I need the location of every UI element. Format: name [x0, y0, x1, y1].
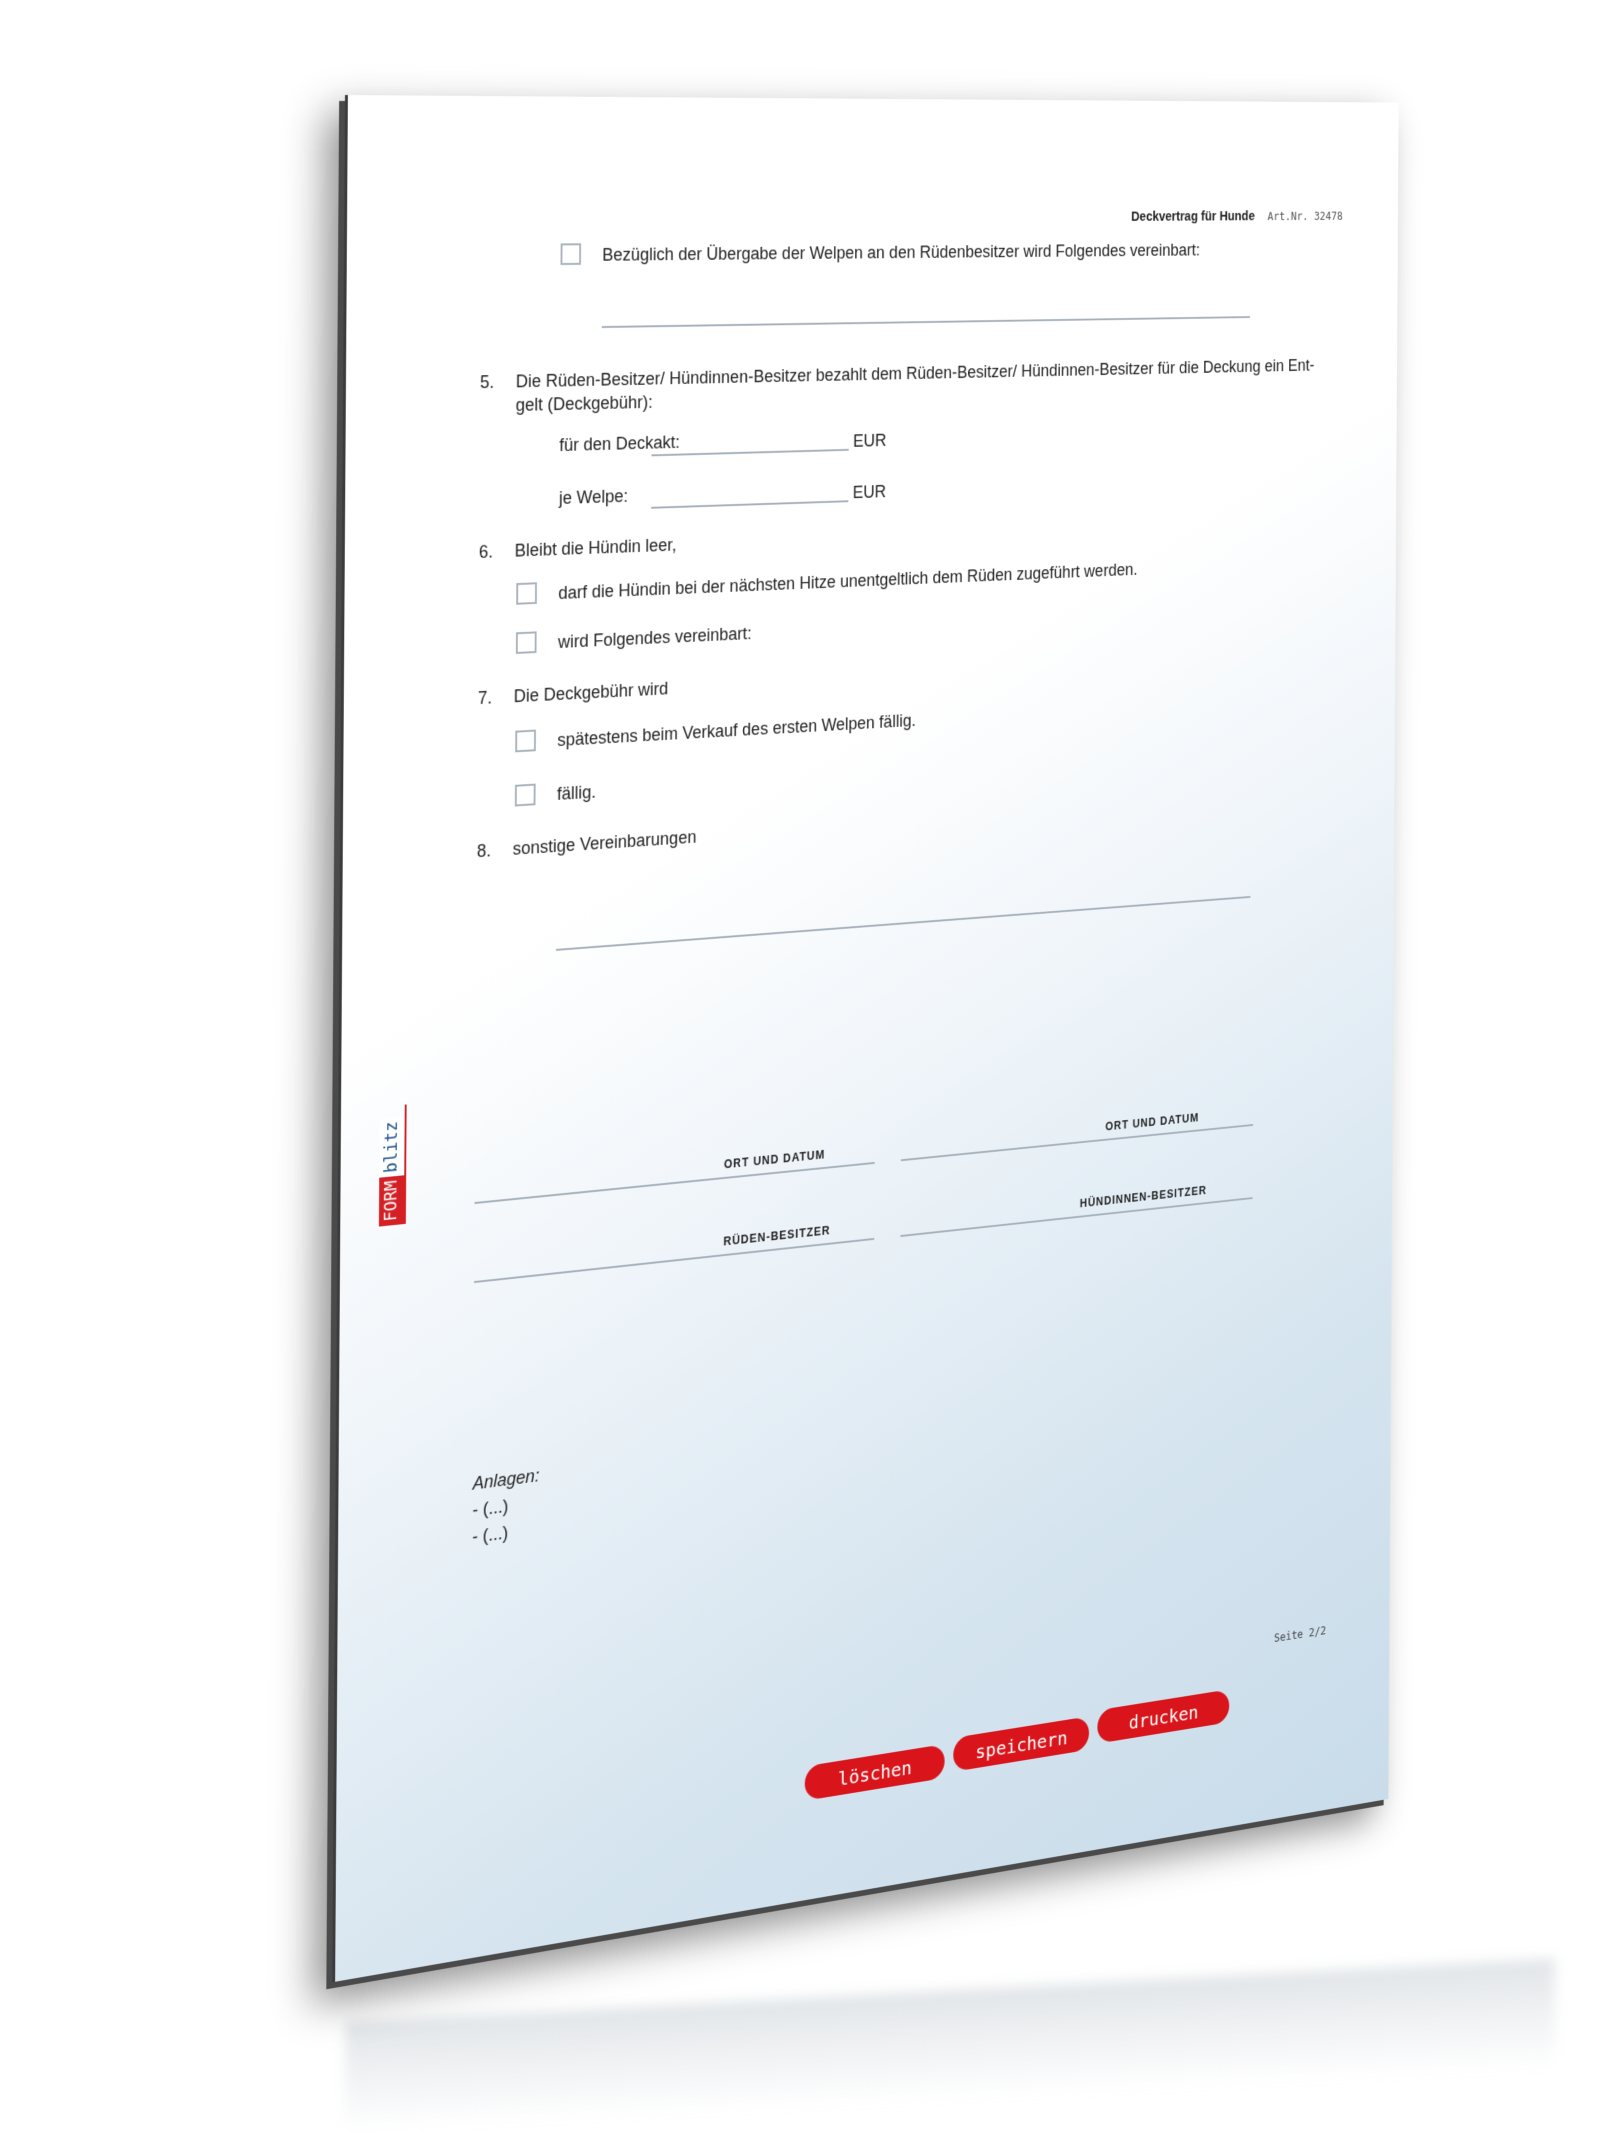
section5-text-line2: gelt (Deckgebühr): — [515, 392, 653, 415]
attachment-item: - (...) — [472, 1495, 509, 1521]
document-page — [332, 95, 1398, 1982]
section7-option2: fällig. — [556, 781, 597, 804]
attachments-title: Anlagen: — [472, 1465, 540, 1494]
document-title: Deckvertrag für Hunde — [1131, 208, 1255, 224]
signature-place-date-label-right: ORT UND DATUM — [1105, 1111, 1200, 1134]
article-number: Art.Nr. 32478 — [1267, 209, 1343, 223]
signature-huendin-line[interactable] — [900, 1197, 1252, 1237]
section-number-7: 7. — [477, 687, 493, 709]
section6-text: Bleibt die Hündin leer, — [514, 535, 677, 561]
attachment-item: - (...) — [472, 1522, 509, 1548]
page-reflection — [345, 1958, 1555, 2131]
print-button[interactable]: drucken — [1097, 1689, 1229, 1743]
checkbox-other-agreement[interactable] — [516, 631, 537, 654]
fee-deckakt-input-line[interactable] — [651, 449, 848, 456]
signature-huendin-label: HÜNDINNEN-BESITZER — [1079, 1183, 1207, 1211]
section6-option2: wird Folgendes vereinbart: — [557, 623, 752, 652]
section7-option1: spätestens beim Verkauf des ersten Welpen fällig. — [557, 710, 916, 750]
formblitz-logo — [380, 1071, 495, 1223]
checkbox-due-first-sale[interactable] — [515, 730, 536, 753]
signature-place-date-label-left: ORT UND DATUM — [723, 1147, 826, 1172]
fee-deckakt-currency: EUR — [853, 430, 887, 451]
fee-deckakt-label: für den Deckakt: — [559, 432, 680, 456]
section-number-8: 8. — [476, 840, 492, 862]
page-number: Seite 2/2 — [1274, 1624, 1327, 1645]
signature-place-date-line-right[interactable] — [901, 1124, 1253, 1161]
signature-ruede-label: RÜDEN-BESITZER — [723, 1223, 831, 1249]
other-agreements-input-line[interactable] — [556, 896, 1250, 951]
brand-form-text: FORM — [379, 1175, 404, 1226]
section7-text: Die Deckgebühr wird — [513, 678, 669, 707]
signature-place-date-line-left[interactable] — [475, 1162, 875, 1204]
brand-blitz-text: blitz — [379, 1116, 404, 1177]
fee-welpe-input-line[interactable] — [651, 500, 848, 509]
puppy-handover-text: Bezüglich der Übergabe der Welpen an den Rüdenbesitzer wird Folgendes vereinbart: — [602, 240, 1201, 265]
section6-option1: darf die Hündin bei der nächsten Hitze unentgeltlich dem Rüden zugeführt werden. — [558, 559, 1138, 603]
checkbox-puppy-handover[interactable] — [561, 243, 582, 265]
section-number-6: 6. — [478, 541, 494, 562]
puppy-handover-input-line[interactable] — [602, 316, 1250, 328]
signature-ruede-line[interactable] — [474, 1238, 874, 1283]
section5-text-line1: Die Rüden-Besitzer/ Hündinnen-Besitzer bezahlt dem Rüden-Besitzer/ Hündinnen-Besitzer für die Deckung ein Ent- — [515, 355, 1315, 392]
fee-welpe-currency: EUR — [852, 481, 887, 503]
delete-button[interactable]: löschen — [805, 1744, 945, 1801]
checkbox-due-other[interactable] — [515, 784, 536, 807]
page-header — [1131, 208, 1343, 224]
fee-welpe-label: je Welpe: — [558, 486, 629, 508]
section8-text: sonstige Vereinbarungen — [512, 827, 697, 859]
save-button[interactable]: speichern — [953, 1716, 1089, 1772]
checkbox-free-next-heat[interactable] — [516, 582, 537, 604]
section-number-5: 5. — [479, 372, 495, 393]
